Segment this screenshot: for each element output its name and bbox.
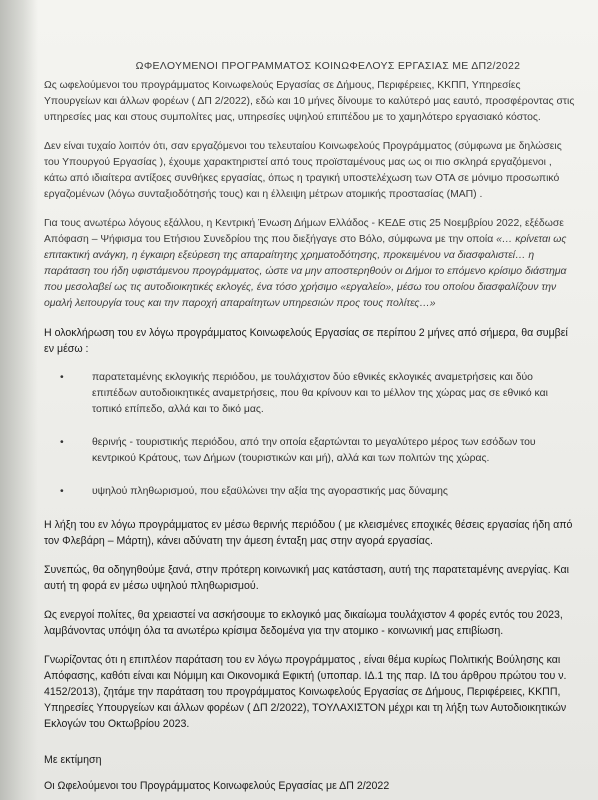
- paragraph-summer: Η λήξη του εν λόγω προγράμματος εν μέσω θερινής περιόδου ( με κλεισμένες εποχικές θέσεις εργασίας ήδη από τον Φλεβάρη – Μάρτη), κάνει αδύνατη την άμεση ένταξη μας στην αγορά εργασίας.: [44, 519, 573, 547]
- document-body: [44, 60, 576, 800]
- document-title: ΩΦΕΛΟΥΜΕΝΟΙ ΠΡΟΓΡΑΜΜΑΤΟΣ ΚΟΙΝΩΦΕΛΟΥΣ ΕΡΓΑΣΙΑΣ ΜΕ ΔΠ2/2022: [135, 60, 521, 72]
- paragraph-kede: [44, 216, 576, 312]
- list-item: [44, 370, 576, 418]
- closing-line: Με εκτίμηση: [44, 754, 102, 766]
- bullet-icon: •: [60, 486, 64, 497]
- paragraph-completion: Η ολοκλήρωση του εν λόγω προγράμματος Κοινωφελούς Εργασίας σε περίπου 2 μήνες από σήμερα, θα συμβεί εν μέσω :: [44, 327, 568, 355]
- list-item: [44, 484, 576, 500]
- paragraph-context: Δεν είναι τυχαίο λοιπόν ότι, σαν εργαζόμενοι του τελευταίου Κοινωφελούς Προγράμματος (σύμφωνα με δηλώσεις του Υπουργού Εργασίας ), έχουμε χαρακτηριστεί από τους προϊσταμένους μας ως οι πιο σκληρά εργαζόμενοι , κάτω από ιδιαίτερα αντίξοες συνθήκες εργασίας, όπως η τραγική υποστελέχωση των ΟΤΑ σε μόνιμο προσωπικό εργαζομένων (λόγω συνταξιοδότησής τους) και η έλλειψη μέτρων ατομικής προστασίας (ΜΑΠ) .: [44, 141, 562, 200]
- list-item-text: υψηλού πληθωρισμού, που εξαϋλώνει την αξία της αγοραστικής μας δύναμης: [92, 486, 448, 497]
- list-item-text: παρατεταμένης εκλογικής περιόδου, με τουλάχιστον δύο εθνικές εκλογικές αναμετρήσεις και δύο επιπέδων αυτοδιοικητικές αναμετρήσεις, που θα κρίνουν και το μέλλον της χώρας μας σε εθνικό και τοπικό επίπεδο, αλλά και το δικό μας.: [92, 372, 548, 415]
- list-item: [44, 435, 576, 467]
- paragraph-intro: Ως ωφελούμενοι του προγράμματος Κοινωφελούς Εργασίας σε Δήμους, Περιφέρειες, ΚΚΠΠ, Υπηρεσίες Υπουργείων και άλλων φορέων ( ΔΠ 2/2022), εδώ και 10 μήνες δίνουμε το καλύτερό μας εαυτό, προσφέροντας στις υπηρεσίες μας και στους συμπολίτες μας, υπηρεσίες υψηλού επιπέδου με το χαμηλότερο εργασιακό κόστος.: [44, 80, 575, 123]
- paragraph-unemployment: Συνεπώς, θα οδηγηθούμε ξανά, στην πρότερη κοινωνική μας κατάσταση, αυτή της παρατεταμένης ανεργίας. Και αυτή τη φορά εν μέσω υψηλού πληθωρισμού.: [44, 564, 570, 592]
- kede-intro-text: Για τους ανωτέρω λόγους εξάλλου, η Κεντρική Ένωση Δήμων Ελλάδος - ΚΕΔΕ στις 25 Νοεμβρίου 2022, εξέδωσε Απόφαση – Ψήφισμα του Ετήσιου Συνεδρίου της που διεξήγαγε στο Βόλο, σύμφωνα με την οποία: [44, 218, 564, 245]
- bullet-list: [44, 370, 576, 500]
- paragraph-elections: Ως ενεργοί πολίτες, θα χρειαστεί να ασκήσουμε το εκλογικό μας δικαίωμα τουλάχιστον 4 φορές εντός του 2023, λαμβάνοντας υπόψη όλα τα ανωτέρω κρίσιμα δεδομένα για την ατομικο - κοινωνική μας επιβίωση.: [44, 609, 563, 637]
- bullet-icon: •: [60, 437, 64, 448]
- bullet-icon: •: [60, 372, 64, 383]
- kede-quote-text: «… κρίνεται ως επιτακτική ανάγκη, η έγκαιρη εξεύρεση της απαραίτητης χρηματοδότησης, προκειμένου να διασφαλιστεί… η παράταση του ήδη υφιστάμενου προγράμματος, ώστε να μην αποστερηθούν οι Δήμοι το επόμενο κρίσιμο διάστημα που μεσολαβεί ως τις αυτοδιοικητικές εκλογές, ένα τόσο χρήσιμο «εργαλείο», μέσω του οποίου διασφαλίζουν την ομαλή λειτουργία τους και την παροχή απαραίτητων υπηρεσιών προς τους πολίτες…»: [44, 234, 567, 309]
- list-item-text: θερινής - τουριστικής περιόδου, από την οποία εξαρτώνται το μεγαλύτερο μέρος των εσόδων του κεντρικού Κράτους, των Δήμων (τουριστικών και μή), αλλά και των πολιτών της χώρας.: [92, 437, 536, 464]
- signature-line: Οι Ωφελούμενοι του Προγράμματος Κοινωφελούς Εργασίας με ΔΠ 2/2022: [44, 780, 390, 792]
- paragraph-request: Γνωρίζοντας ότι η επιπλέον παράταση του εν λόγω προγράμματος , είναι θέμα κυρίως Πολιτικής Βούλησης και Απόφασης, καθότι είναι και Νόμιμη και Οικονομικά Εφικτή (υποπαρ. ΙΔ.1 της παρ. ΙΔ του άρθρου πρώτου του ν. 4152/2013), ζητάμε την παράταση του προγράμματος Κοινωφελούς Εργασίας σε Δήμους, Περιφέρειες, ΚΚΠΠ, Υπηρεσίες Υπουργείων και άλλων φορέων ( ΔΠ 2/2022), ΤΟΥΛΑΧΙΣΤΟΝ μέχρι και τη λήξη των Αυτοδιοικητικών Εκλογών του Οκτωβρίου 2023.: [44, 654, 567, 730]
